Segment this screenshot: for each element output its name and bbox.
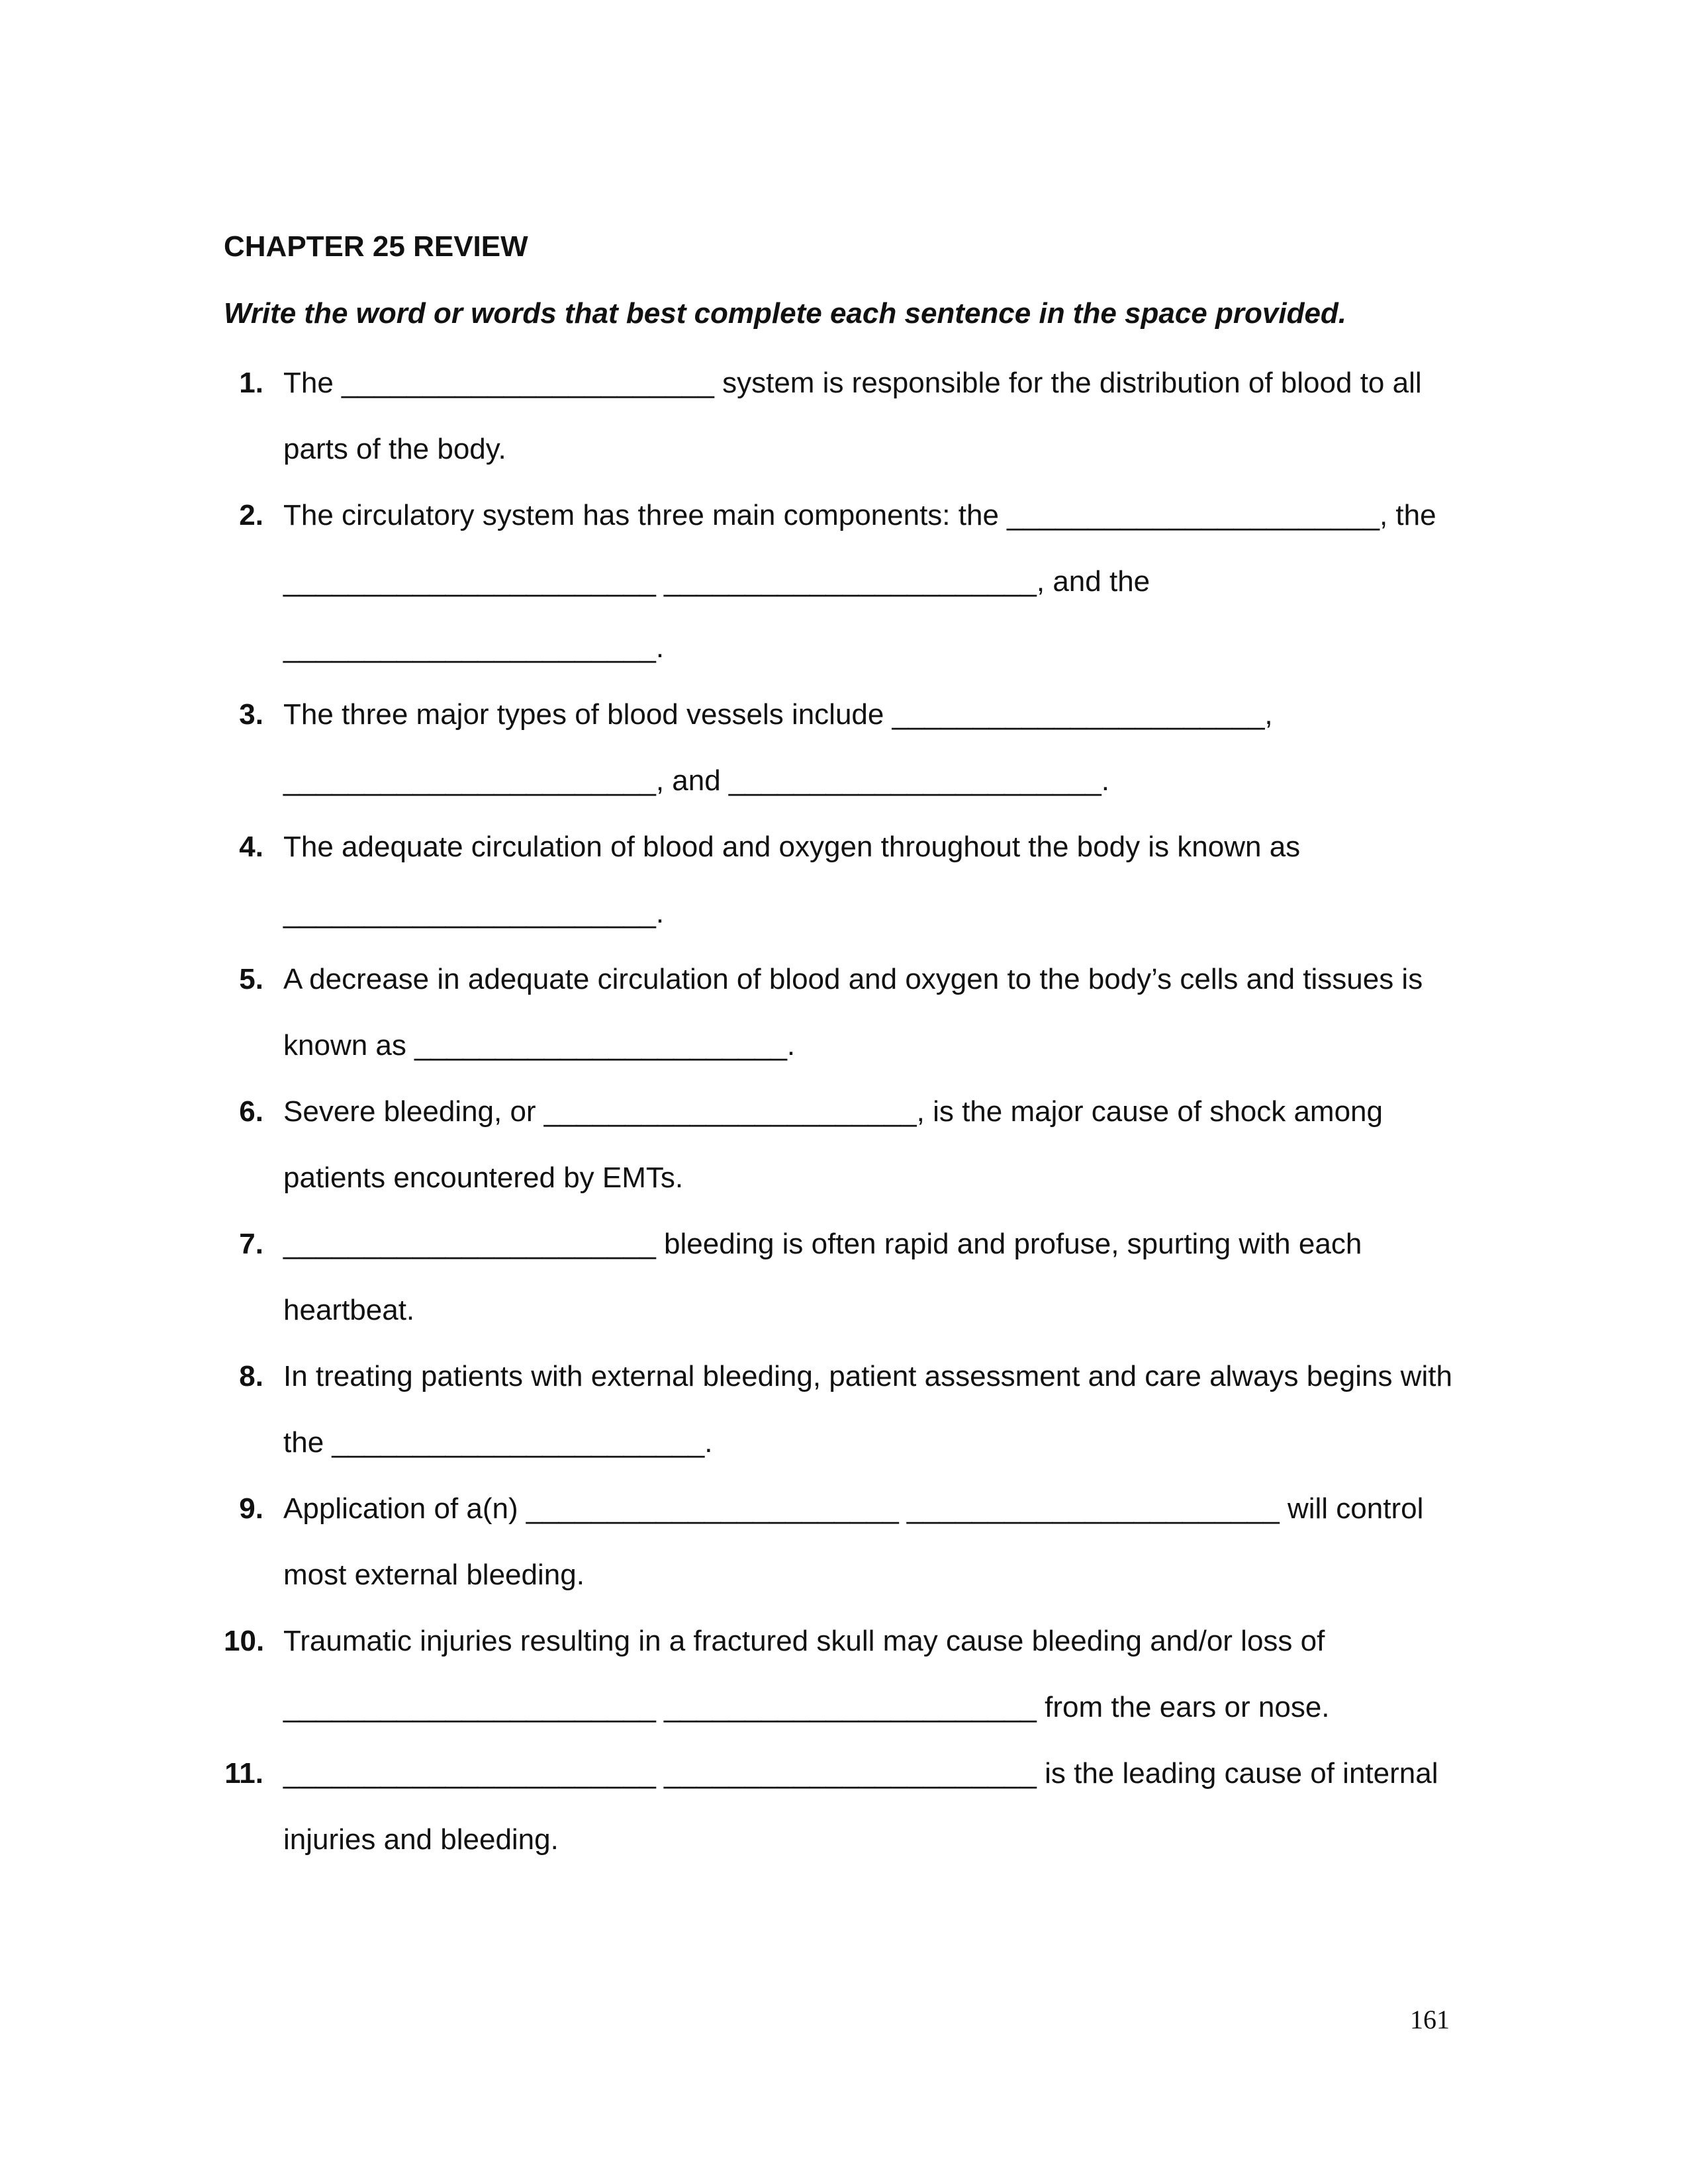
question-number: 2.	[239, 499, 263, 531]
question-line: known as _______________________.	[283, 1029, 796, 1062]
question-line: the _______________________.	[283, 1426, 713, 1459]
question-number: 3.	[239, 698, 263, 731]
question-line: _______________________.	[283, 897, 665, 929]
question-line: Severe bleeding, or _______________________, is the major cause of shock among	[283, 1095, 1383, 1128]
question-line: most external bleeding.	[283, 1559, 585, 1591]
question-line: injuries and bleeding.	[283, 1823, 559, 1856]
question-line: In treating patients with external bleeding, patient assessment and care always begins with	[283, 1360, 1452, 1392]
question-number: 10.	[224, 1625, 265, 1657]
question-line: A decrease in adequate circulation of blood and oxygen to the body’s cells and tissues is	[283, 963, 1423, 995]
question-number: 5.	[239, 963, 263, 995]
question-line: _______________________ _______________________ is the leading cause of internal	[283, 1757, 1438, 1790]
question-line: Traumatic injuries resulting in a fractured skull may cause bleeding and/or loss of	[283, 1625, 1325, 1657]
page-number: 161	[1410, 2005, 1450, 2034]
question-line: heartbeat.	[283, 1294, 415, 1326]
question-line: _______________________ bleeding is often rapid and profuse, spurting with each	[283, 1228, 1362, 1260]
question-line: _______________________ _______________________, and the	[283, 565, 1150, 598]
instructions: Write the word or words that best complete each sentence in the space provided.	[224, 297, 1347, 330]
question-line: parts of the body.	[283, 433, 506, 465]
chapter-title: CHAPTER 25 REVIEW	[224, 230, 528, 263]
question-line: _______________________, and _______________________.	[283, 764, 1109, 797]
question-number: 9.	[239, 1492, 263, 1525]
question-number: 1.	[239, 367, 263, 399]
question-number: 6.	[239, 1095, 263, 1128]
question-number: 4.	[239, 831, 263, 863]
question-line: The circulatory system has three main components: the _______________________, the	[283, 499, 1436, 531]
question-line: _______________________.	[283, 631, 665, 664]
question-number: 7.	[239, 1228, 263, 1260]
question-line: _______________________ _______________________ from the ears or nose.	[283, 1691, 1330, 1723]
question-line: Application of a(n) _______________________ _______________________ will control	[283, 1492, 1424, 1525]
question-number: 11.	[224, 1757, 263, 1790]
question-number: 8.	[239, 1360, 263, 1392]
question-line: The three major types of blood vessels include _______________________,	[283, 698, 1273, 731]
question-line: patients encountered by EMTs.	[283, 1161, 684, 1194]
question-line: The _______________________ system is responsible for the distribution of blood to all	[283, 367, 1422, 399]
question-line: The adequate circulation of blood and oxygen throughout the body is known as	[283, 831, 1301, 863]
